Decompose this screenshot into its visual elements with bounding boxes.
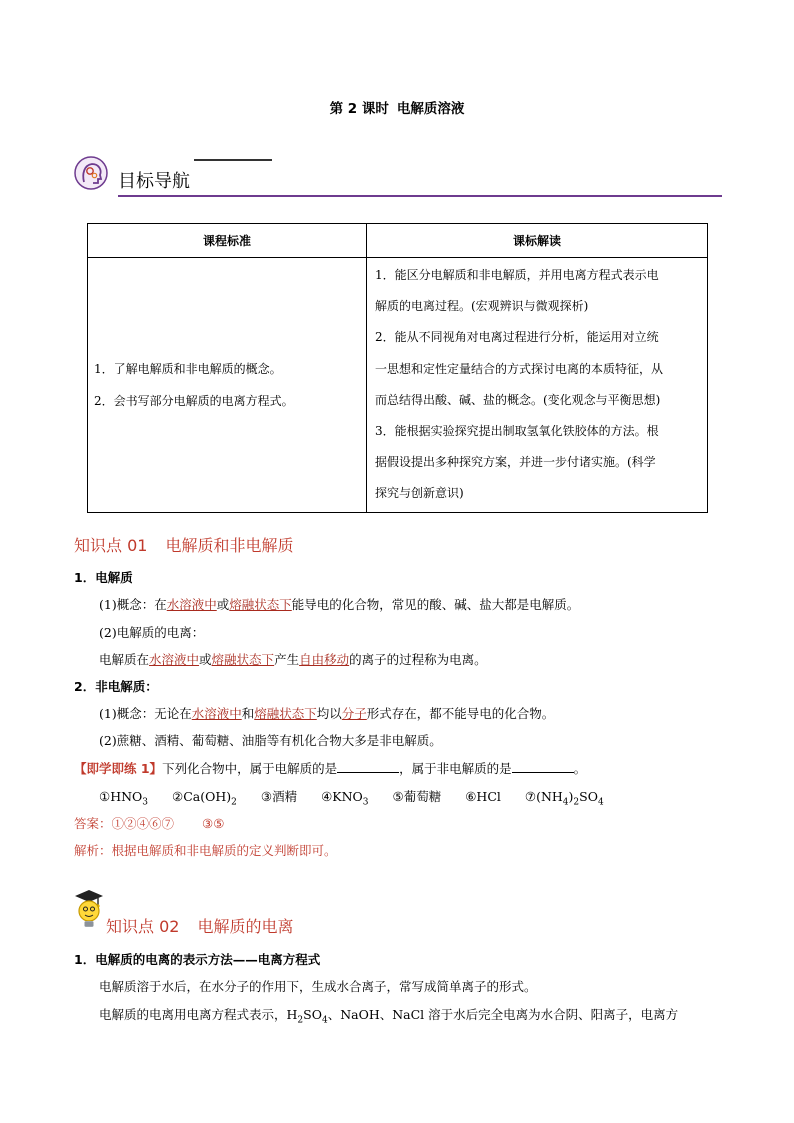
kp1-name: 电解质和非电解质 <box>165 536 294 555</box>
text: (1)概念：无论在 <box>99 706 192 721</box>
text: ) <box>568 789 574 804</box>
key-term: 熔融状态下 <box>229 597 292 612</box>
text: 。 <box>573 761 587 776</box>
section-heading: 2．非电解质： <box>74 679 158 694</box>
text: ，属于非电解质的是 <box>399 761 512 776</box>
key-term: 分子 <box>341 706 367 721</box>
lesson-number: 第 2 课时 <box>329 101 389 117</box>
text: (1)概念：在 <box>99 597 167 612</box>
subscript: 3 <box>142 797 149 808</box>
key-term: 熔融状态下 <box>254 706 317 721</box>
answer-blank <box>512 760 574 773</box>
page-title <box>0 97 794 117</box>
paragraph: (2)电解质的电离： <box>99 625 205 640</box>
kp1-label: 知识点 01 <box>74 536 148 555</box>
section-heading: 1．电解质的电离的表示方法——电离方程式 <box>74 952 321 967</box>
standard-item: 2．会书写部分电解质的电离方程式。 <box>94 393 294 408</box>
knowledge-point-1-title <box>74 533 293 556</box>
text: 或 <box>216 597 230 612</box>
kp2-label: 知识点 02 <box>106 917 180 936</box>
subscript: 4 <box>597 797 604 808</box>
exercise-options <box>99 787 604 808</box>
text: 下列化合物中，属于电解质的是 <box>162 761 338 776</box>
text: 形式存在，都不能导电的化合物。 <box>366 706 555 721</box>
option: ⑤葡萄糖 <box>392 789 442 804</box>
col-header-interpretation: 课标解读 <box>367 224 708 258</box>
text: 电解质在 <box>99 652 150 667</box>
interpretation-line: 探究与创新意识) <box>375 486 464 501</box>
text: 产生 <box>274 652 300 667</box>
head-gears-icon <box>74 156 108 190</box>
col-header-standard: 课程标准 <box>88 224 367 258</box>
interpretation-line: 据假设提出多种探究方案，并进一步付诸实施。(科学 <box>375 455 656 470</box>
paragraph: (2)蔗糖、酒精、葡萄糖、油脂等有机化合物大多是非电解质。 <box>99 733 442 748</box>
lesson-title: 电解质溶液 <box>396 101 465 117</box>
interpretation-line: 而总结得出酸、碱、盐的概念。(变化观念与平衡思想) <box>375 392 661 407</box>
answer-line <box>74 814 224 832</box>
standard-item: 1．了解电解质和非电解质的概念。 <box>94 361 282 376</box>
text: 或 <box>199 652 212 667</box>
explanation-line: 解析：根据电解质和非电解质的定义判断即可。 <box>74 843 337 858</box>
goals-table <box>87 223 708 513</box>
option: ②Ca(OH) <box>172 789 232 804</box>
option: ③酒精 <box>260 789 298 804</box>
header-rule <box>118 195 722 197</box>
answer-electrolytes: ①②④⑥⑦ <box>111 816 175 831</box>
goals-nav-header <box>74 152 722 200</box>
text: 的离子的过程称为电离。 <box>349 652 487 667</box>
option: ⑥HCl <box>465 789 501 804</box>
option: ①HNO <box>99 789 143 804</box>
paragraph <box>99 1005 678 1026</box>
paragraph <box>99 650 487 668</box>
text: SO <box>303 1007 322 1022</box>
key-term: 水溶液中 <box>191 706 242 721</box>
key-term: 自由移动 <box>299 652 350 667</box>
key-term: 水溶液中 <box>166 597 217 612</box>
goals-nav-title: 目标导航 <box>118 171 190 192</box>
text: 均以 <box>316 706 342 721</box>
paragraph <box>99 595 579 613</box>
interpretation-line: 2．能从不同视角对电离过程进行分析，能运用对立统 <box>375 330 659 345</box>
option: ④KNO <box>321 789 363 804</box>
exercise-question <box>74 759 586 777</box>
option: ⑦(NH <box>524 789 563 804</box>
answer-nonelectrolytes: ③⑤ <box>202 816 225 831</box>
knowledge-point-2-title <box>106 914 293 937</box>
subscript: 2 <box>231 797 237 808</box>
subscript: 4 <box>562 797 569 808</box>
header-top-line <box>194 159 272 161</box>
lightbulb-graduate-icon <box>72 888 106 934</box>
interpretation-line: 解质的电离过程。(宏观辨识与微观探析) <box>375 299 589 314</box>
subscript: 3 <box>362 797 369 808</box>
text: 能导电的化合物，常见的酸、碱、盐大都是电解质。 <box>291 597 580 612</box>
standard-cell <box>88 258 367 513</box>
subscript: 4 <box>321 1015 328 1026</box>
text: 和 <box>241 706 255 721</box>
answer-label: 答案： <box>74 816 112 831</box>
paragraph <box>99 704 554 722</box>
interpretation-line: 1．能区分电解质和非电解质，并用电离方程式表示电 <box>375 268 659 282</box>
text: 、NaOH、NaCl 溶于水后完全电离为水合阴、阳离子，电离方 <box>327 1007 679 1022</box>
section-heading: 1．电解质 <box>74 570 133 585</box>
key-term: 熔融状态下 <box>211 652 275 667</box>
interpretation-cell <box>367 258 708 513</box>
paragraph: 电解质溶于水后，在水分子的作用下，生成水合离子，常写成简单离子的形式。 <box>99 979 537 994</box>
subscript: 2 <box>573 797 580 808</box>
interpretation-line: 3．能根据实验探究提出制取氢氧化铁胶体的方法。根 <box>375 424 659 439</box>
kp2-name: 电解质的电离 <box>197 917 294 936</box>
exercise-tag: 【即学即练 1】 <box>74 761 163 776</box>
text: SO <box>579 789 598 804</box>
text: 电解质的电离用电离方程式表示，H <box>99 1007 298 1022</box>
key-term: 水溶液中 <box>149 652 200 667</box>
subscript: 2 <box>297 1015 304 1026</box>
answer-blank <box>337 760 399 773</box>
interpretation-line: 一思想和定性定量结合的方式探讨电离的本质特征，从 <box>375 361 664 376</box>
